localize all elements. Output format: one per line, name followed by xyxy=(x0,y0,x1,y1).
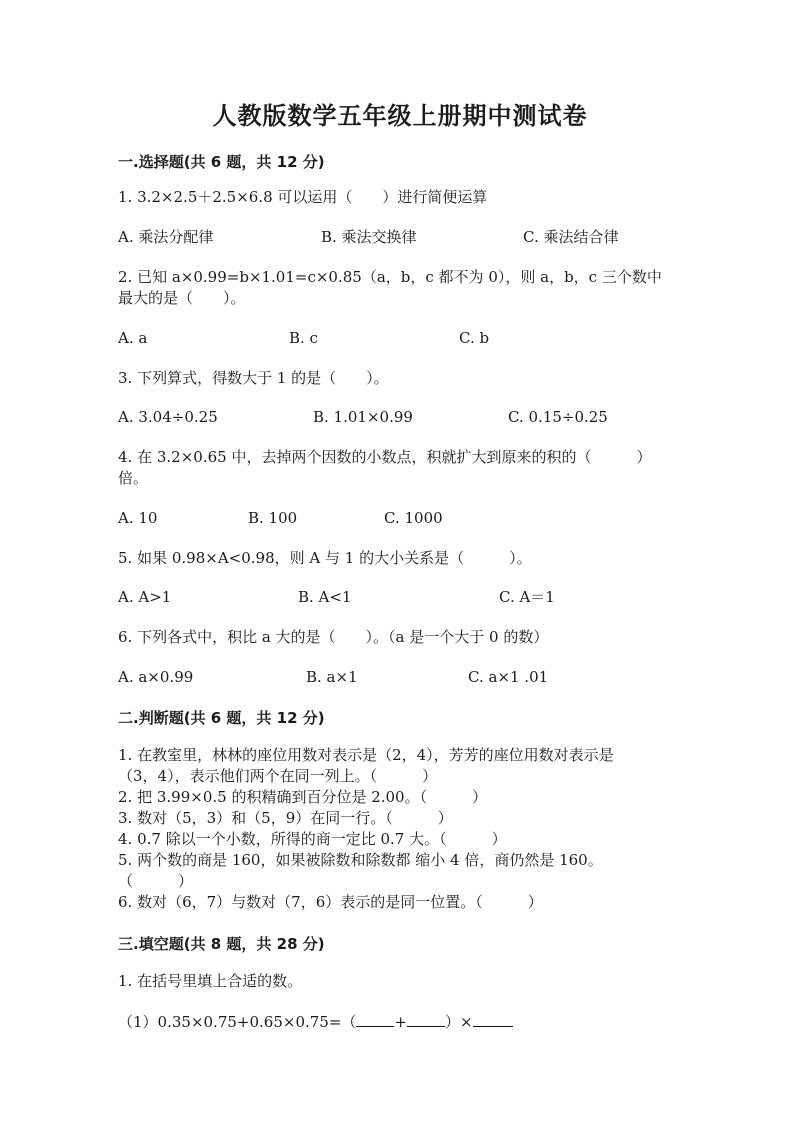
fill-blank-line xyxy=(118,1012,513,1032)
fill-plus: + xyxy=(394,1013,407,1031)
option: A. 3.04÷0.25 xyxy=(118,408,218,426)
question-text: 倍。 xyxy=(118,469,149,487)
judge-line: （3，4），表示他们两个在同一列上。（ ） xyxy=(118,767,438,785)
option: B. A<1 xyxy=(298,588,352,606)
option: C. 0.15÷0.25 xyxy=(508,408,608,426)
fill-prefix: （1）0.35×0.75+0.65×0.75=（ xyxy=(118,1013,357,1031)
question-text: 4. 在 3.2×0.65 中，去掉两个因数的小数点，积就扩大到原来的积的（ ） xyxy=(118,448,652,466)
question-text: 2. 已知 a×0.99=b×1.01=c×0.85（a，b，c 都不为 0），则 a，b，c 三个数中 xyxy=(118,268,662,286)
option: C. 乘法结合律 xyxy=(523,228,619,246)
option: C. b xyxy=(459,329,490,347)
judge-line: 4. 0.7 除以一个小数，所得的商一定比 0.7 大。（ ） xyxy=(118,830,507,848)
option: B. 1.01×0.99 xyxy=(313,408,413,426)
question-text: 最大的是（ ）。 xyxy=(118,289,246,307)
option: B. 乘法交换律 xyxy=(321,228,417,246)
option: A. a×0.99 xyxy=(118,668,194,686)
answer-blank[interactable] xyxy=(473,1012,513,1027)
question-text: 3. 下列算式，得数大于 1 的是（ ）。 xyxy=(118,369,389,387)
section-heading-choice: 一.选择题(共 6 题，共 12 分) xyxy=(118,153,325,171)
option: B. c xyxy=(289,329,318,347)
question-text: 1. 3.2×2.5＋2.5×6.8 可以运用（ ）进行简便运算 xyxy=(118,188,488,206)
option: A. A>1 xyxy=(118,588,172,606)
judge-line: （ ） xyxy=(118,872,194,890)
answer-blank[interactable] xyxy=(407,1012,445,1027)
fill-mid: ）× xyxy=(445,1013,473,1031)
option: C. A＝1 xyxy=(499,588,555,606)
option: A. 10 xyxy=(118,509,158,527)
judge-line: 5. 两个数的商是 160，如果被除数和除数都 缩小 4 倍，商仍然是 160。 xyxy=(118,851,603,869)
judge-line: 2. 把 3.99×0.5 的积精确到百分位是 2.00。（ ） xyxy=(118,788,488,806)
option: C. 1000 xyxy=(384,509,443,527)
judge-line: 3. 数对（5，3）和（5，9）在同一行。（ ） xyxy=(118,809,453,827)
question-text: 1. 在括号里填上合适的数。 xyxy=(118,972,303,990)
judge-line: 6. 数对（6，7）与数对（7，6）表示的是同一位置。（ ） xyxy=(118,893,543,911)
question-text: 6. 下列各式中，积比 a 大的是（ ）。（a 是一个大于 0 的数） xyxy=(118,628,549,646)
option: A. 乘法分配律 xyxy=(118,228,214,246)
section-heading-judge: 二.判断题(共 6 题，共 12 分) xyxy=(118,709,325,727)
question-text: 5. 如果 0.98×A<0.98，则 A 与 1 的大小关系是（ ）。 xyxy=(118,549,532,567)
option: B. a×1 xyxy=(306,668,358,686)
option: C. a×1 .01 xyxy=(468,668,549,686)
page-title: 人教版数学五年级上册期中测试卷 xyxy=(212,102,588,130)
answer-blank[interactable] xyxy=(356,1012,394,1027)
section-heading-fill: 三.填空题(共 8 题，共 28 分) xyxy=(118,935,325,953)
judge-line: 1. 在教室里，林林的座位用数对表示是（2，4），芳芳的座位用数对表示是 xyxy=(118,746,614,764)
option: B. 100 xyxy=(248,509,298,527)
option: A. a xyxy=(118,329,148,347)
